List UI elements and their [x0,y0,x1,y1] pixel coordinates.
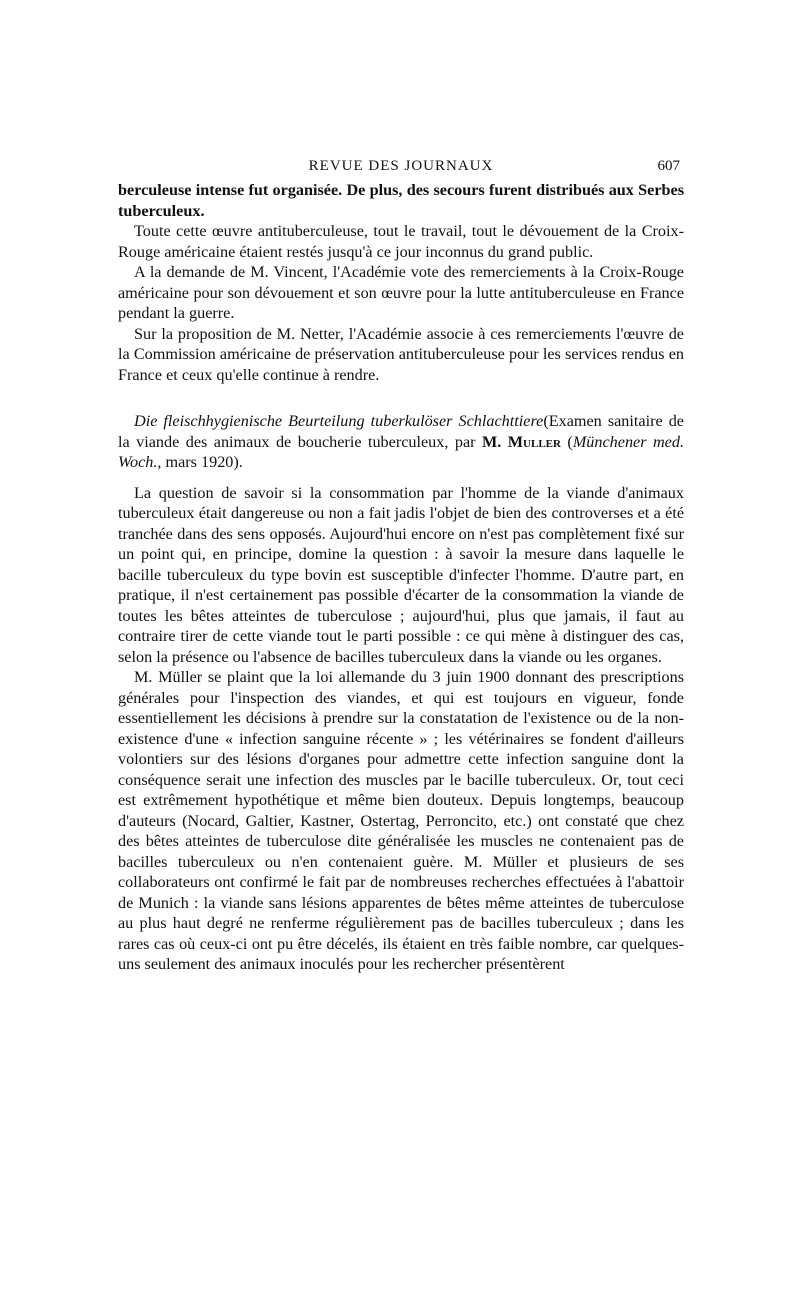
article-source: Münchener med. Woch. [118,432,684,471]
page-number: 607 [657,158,680,174]
paragraph-continuation: berculeuse intense fut organisée. De plus, des secours furent distribués aux Serbes tuberculeux. [118,181,684,220]
article-body [118,483,684,975]
previous-article-end [118,180,684,385]
paragraph: A la demande de M. Vincent, l'Académie vote des remerciements à la Croix-Rouge américaine pour son dévouement et son œuvre pour la lutte antituberculeuse en France pendant la guerre. [118,263,684,322]
article-author: M. Muller [482,432,561,451]
running-title: REVUE DES JOURNAUX [308,158,494,174]
paragraph: Sur la proposition de M. Netter, l'Académie associe à ces remerciements l'œuvre de la Commission américaine de préservation antituberculeuse pour les services rendus en France et ceux qu'elle continue à rendre. [118,324,684,384]
paragraph: Toute cette œuvre antituberculeuse, tout le travail, tout le dévouement de la Croix-Rouge américaine étaient restés jusqu'à ce jour inconnus du grand public. [118,222,684,261]
page-header [118,150,684,180]
paragraph: M. Müller se plaint que la loi allemande du 3 juin 1900 donnant des prescriptions générales pour l'inspection des viandes, et qui est toujours en vigueur, fonde essentiellement les décisions à prendre sur la constatation de l'existence ou de la non-existence d'une « infection sanguine récente » ; les vétérinaires se fondent d'ailleurs volontiers sur des lésions d'organes pour admettre cette infection sanguine dont la conséquence serait une infection des muscles par le bacille tuberculeux. Or, tout ceci est extrêmement hypothétique et même bien douteux. Depuis longtemps, beaucoup d'auteurs (Nocard, Galtier, Kastner, Ostertag, Perroncito, etc.) ont constaté que chez des bêtes atteintes de tuberculose dite généralisée les muscles ne contenaient pas de bacilles tuberculeux ou n'en contenaient guère. M. Müller et plusieurs de ses collaborateurs ont confirmé le fait par de nombreuses recherches effectuées à l'abattoir de Munich : la viande sans lésions apparentes de bêtes même atteintes de tuberculose au plus haut degré ne renferme régulièrement pas de bacilles tuberculeux ; dans les rares cas où ceux-ci ont pu être décelés, ils étaient en très faible nombre, car quelques-uns seulement des animaux inoculés pour les rechercher présentèrent [118,668,684,973]
journal-page [118,150,684,975]
article-heading: Die fleischhygienische Beurteilung tuberkulöser Schlachttiere(Examen sanitaire de la viande des animaux de boucherie tuberculeux, par M. Muller (Münchener med. Woch., mars 1920). [118,412,684,471]
paragraph: La question de savoir si la consommation par l'homme de la viande d'animaux tuberculeux était dangereuse ou non a fait jadis l'objet de bien des controverses et a été tranchée dans des sens opposés. Aujourd'hui encore on n'est pas complètement fixé sur un point qui, en principe, domine la question : à savoir la mesure dans laquelle le bacille tuberculeux du type bovin est susceptible d'infecter l'homme. D'autre part, en pratique, il n'est certainement pas possible d'écarter de la consommation la viande de toutes les bêtes atteintes de tuberculose ; aujourd'hui, plus que jamais, il faut au contraire tirer de cette viande tout le parti possible : ce qui mène à distinguer des cas, selon la présence ou l'absence de bacilles tuberculeux dans la viande ou les organes. [118,483,684,666]
article-title-german: Die fleischhygienische Beurteilung tuberkulöser Schlachttiere [134,412,544,430]
article-date: , mars 1920). [157,453,243,471]
article-title-french: (Examen sanitaire de la viande des animaux de boucherie tuberculeux, par [118,412,684,451]
